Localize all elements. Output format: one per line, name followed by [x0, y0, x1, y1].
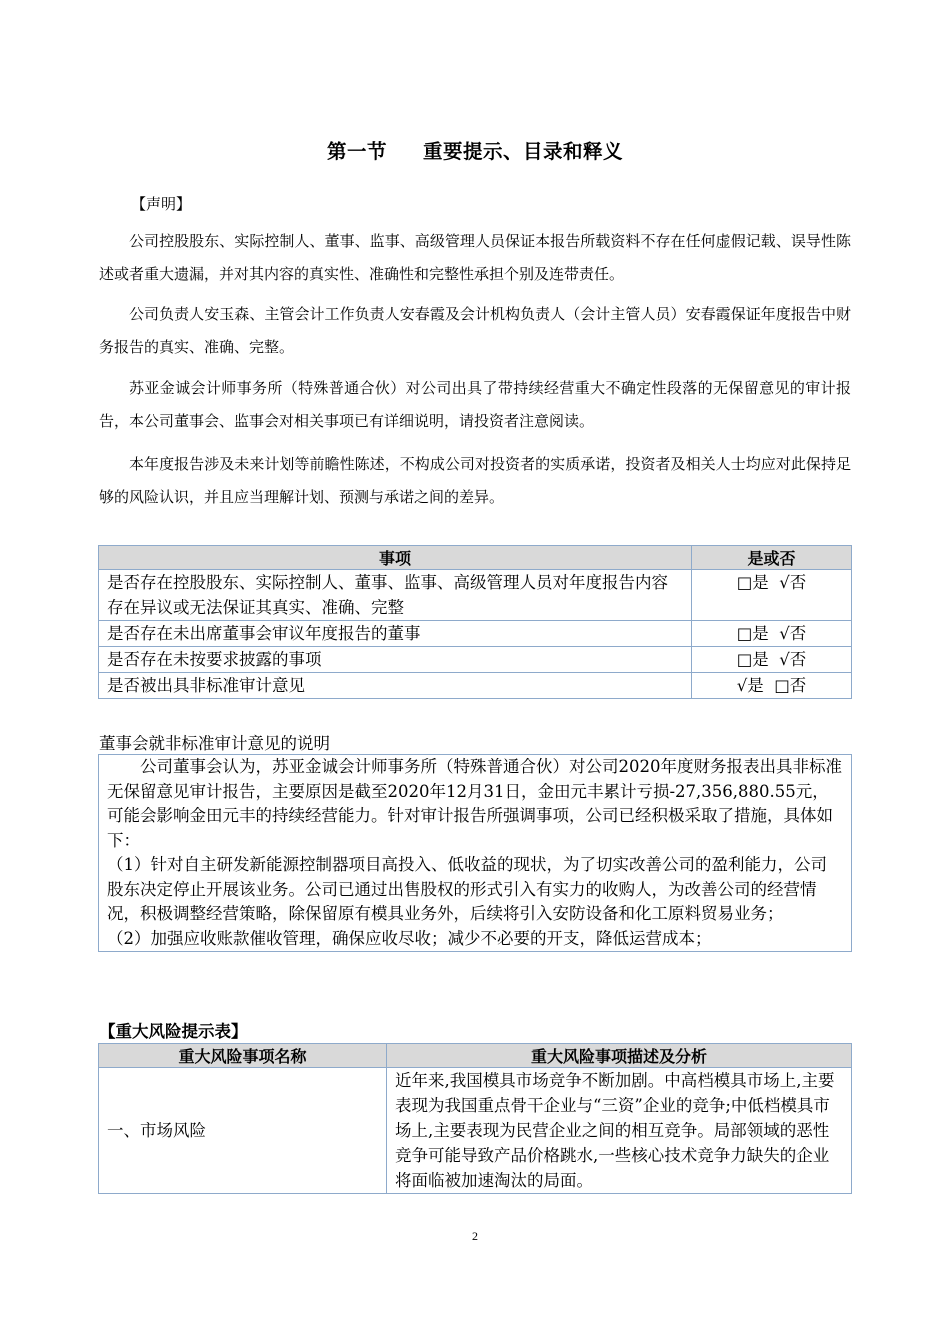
table-row [99, 673, 852, 699]
matter-answer: □是 √否 [692, 570, 852, 621]
declaration-paragraph: 本年度报告涉及未来计划等前瞻性陈述，不构成公司对投资者的实质承诺，投资者及相关人士均应对此保持足够的风险认识，并且应当理解计划、预测与承诺之间的差异。 [99, 455, 851, 506]
table-row [99, 1068, 852, 1194]
section-title [0, 136, 950, 164]
table-header-row [99, 1044, 852, 1068]
matter-item: 是否存在未按要求披露的事项 [99, 647, 692, 673]
column-header: 事项 [99, 546, 692, 570]
audit-measure: （2）加强应收账款催收管理，确保应收尽收；减少不必要的开支，降低运营成本； [107, 928, 712, 948]
declaration-paragraph: 公司负责人安玉森、主管会计工作负责人安春霞及会计机构负责人（会计主管人员）安春霞保证年度报告中财务报告的真实、准确、完整。 [99, 305, 851, 356]
table-row [99, 621, 852, 647]
matters-table [98, 545, 852, 699]
matter-item: 是否存在未出席董事会审议年度报告的董事 [99, 621, 692, 647]
section-number: 第一节 [326, 140, 387, 163]
risk-table [98, 1043, 852, 1194]
table-row [99, 647, 852, 673]
declaration-paragraph: 公司控股股东、实际控制人、董事、监事、高级管理人员保证本报告所载资料不存在任何虚假记载、误导性陈述或者重大遗漏，并对其内容的真实性、准确性和完整性承担个别及连带责任。 [99, 232, 851, 283]
risk-table-label: 【重大风险提示表】 [99, 1022, 248, 1041]
matter-item: 是否被出具非标准审计意见 [99, 673, 692, 699]
audit-explanation-intro: 公司董事会认为，苏亚金诚会计师事务所（特殊普通合伙）对公司2020年度财务报表出具非标准无保留意见审计报告，主要原因是截至2020年12月31日，金田元丰累计亏损-27,356,880.55元，可能会影响金田元丰的持续经营能力。针对审计报告所强调事项，公司已经积极采取了措施，具体如下： [107, 757, 842, 850]
column-header: 是或否 [692, 546, 852, 570]
matter-answer: √是 □否 [692, 673, 852, 699]
matter-item: 是否存在控股股东、实际控制人、董事、监事、高级管理人员对年度报告内容存在异议或无法保证其真实、准确、完整 [99, 570, 692, 621]
risk-name: 一、市场风险 [99, 1068, 387, 1194]
section-heading: 重要提示、目录和释义 [423, 140, 624, 163]
page-number: 2 [472, 1229, 478, 1243]
audit-explanation-box [98, 754, 852, 952]
declaration-paragraph: 苏亚金诚会计师事务所（特殊普通合伙）对公司出具了带持续经营重大不确定性段落的无保留意见的审计报告，本公司董事会、监事会对相关事项已有详细说明，请投资者注意阅读。 [99, 379, 851, 430]
column-header: 重大风险事项名称 [99, 1044, 387, 1068]
matter-answer: □是 √否 [692, 621, 852, 647]
table-header-row [99, 546, 852, 570]
audit-measure: （1）针对自主研发新能源控制器项目高投入、低收益的现状，为了切实改善公司的盈利能力，公司股东决定停止开展该业务。公司已通过出售股权的形式引入有实力的收购人，为改善公司的经营情况，积极调整经营策略，除保留原有模具业务外，后续将引入安防设备和化工原料贸易业务； [107, 855, 827, 923]
matter-answer: □是 √否 [692, 647, 852, 673]
column-header: 重大风险事项描述及分析 [387, 1044, 852, 1068]
audit-explanation-label: 董事会就非标准审计意见的说明 [99, 734, 330, 753]
declaration-label: 【声明】 [131, 195, 192, 213]
risk-description: 近年来,我国模具市场竞争不断加剧。中高档模具市场上,主要表现为我国重点骨干企业与“三资”企业的竞争;中低档模具市场上,主要表现为民营企业之间的相互竞争。局部领域的恶性竞争可能导致产品价格跳水,一些核心技术竞争力缺失的企业将面临被加速淘汰的局面。 [387, 1068, 852, 1194]
table-row [99, 570, 852, 621]
